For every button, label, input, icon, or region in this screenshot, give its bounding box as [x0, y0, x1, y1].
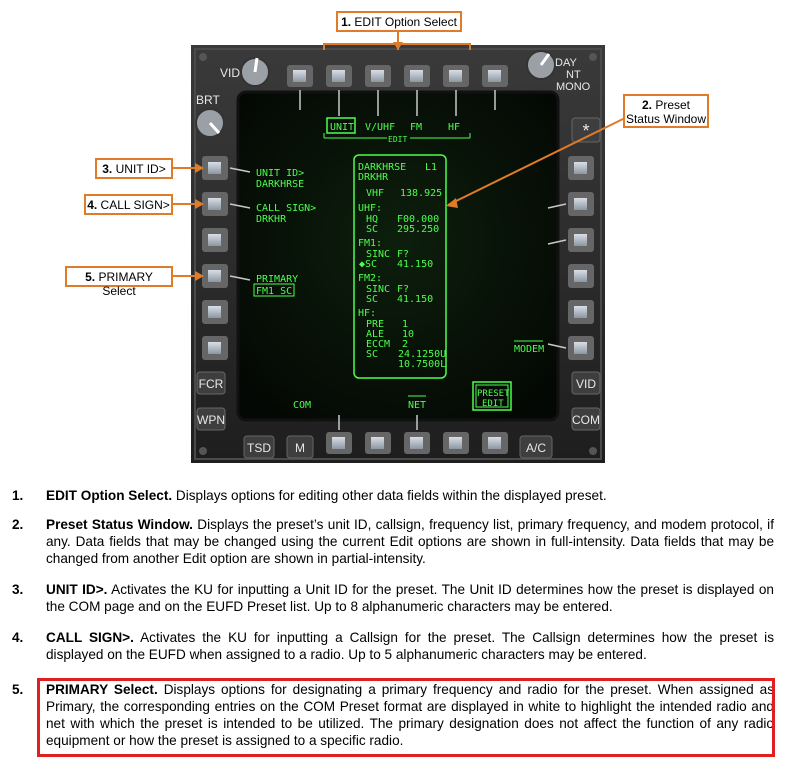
legend-2-title: Preset Status Window. [46, 517, 193, 532]
legend-2-body: Displays the preset’s unit ID, callsign, frequency list, primary frequency, and modem protocol, if any. Data fields that may be changed using the current Edit options are shown in full-intensity. Data fields that may be changed from another Edit option are shown in partial-intensity. [46, 517, 774, 566]
legend-1-body: Displays options for editing other data fields within the displayed preset. [172, 488, 607, 503]
callout-2 [623, 94, 709, 128]
callout-2-line1: Preset [655, 98, 691, 112]
menu-label: M [295, 441, 305, 455]
legend-1-number: 1. [12, 488, 24, 503]
legend-item-1 [12, 487, 774, 504]
unit-id-label[interactable]: UNIT ID> [256, 168, 305, 179]
net-softkey[interactable]: NET [408, 400, 427, 411]
legend-5-title: PRIMARY Select. [46, 682, 158, 697]
call-sign-value: DRKHR [256, 214, 287, 225]
day-label: DAY [555, 57, 577, 69]
legend-3-body: Activates the KU for inputting a Unit ID for the preset. The Unit ID determines how the preset is displayed on the COM page and on the EUFD Preset list. Up to 8 alphanumeric characters may be entered. [46, 582, 774, 614]
vid-button-label: VID [575, 377, 597, 391]
fcr-label: FCR [198, 377, 224, 391]
fm2-sinc-value: F? [397, 284, 410, 295]
tsd-label: TSD [247, 441, 271, 455]
callout-1-number: 1. [341, 15, 352, 29]
legend-5-number: 5. [12, 682, 24, 697]
legend-4-number: 4. [12, 630, 24, 645]
fm1-label: FM1: [358, 238, 383, 249]
asterisk-label: * [582, 121, 590, 141]
status-slot: L1 [425, 162, 438, 173]
callout-1-text: EDIT Option Select [354, 15, 457, 29]
callout-1 [336, 11, 462, 32]
hf-sc-value-1: 24.1250U [398, 349, 447, 360]
fm2-sinc-label: SINC [366, 284, 391, 295]
callout-4 [84, 194, 173, 215]
hf-ale-label: ALE [366, 329, 385, 340]
status-callsign: DRKHR [358, 172, 389, 183]
legend-2-number: 2. [12, 517, 24, 532]
vid-knob-label: VID [220, 66, 241, 80]
legend-4-title: CALL SIGN>. [46, 630, 134, 645]
legend-4-body: Activates the KU for inputting a Callsign for the preset. The Callsign determines how the preset is displayed on the EUFD when assigned to a radio. Up to 5 alphanumeric characters may be entered. [46, 630, 774, 662]
brt-knob-label: BRT [196, 93, 220, 107]
hf-sc-label: SC [366, 349, 379, 360]
callout-3-number: 3. [102, 162, 113, 176]
com-softkey[interactable]: COM [293, 400, 312, 411]
vhf-value: 138.925 [400, 188, 443, 199]
uhf-hq-label: HQ [366, 214, 379, 225]
callout-3-text: UNIT ID> [115, 162, 166, 176]
ac-label: A/C [525, 441, 547, 455]
fm2-sc-label: SC [366, 294, 379, 305]
callout-5-number: 5. [85, 270, 96, 284]
primary-label[interactable]: PRIMARY [256, 274, 299, 285]
fm1-sc-value: 41.150 [397, 259, 434, 270]
unit-id-value: DARKHRSE [256, 179, 305, 190]
com-button-label: COM [572, 413, 600, 427]
callout-4-text: CALL SIGN> [100, 198, 170, 212]
call-sign-label[interactable]: CALL SIGN> [256, 203, 317, 214]
edit-label: EDIT [388, 135, 408, 144]
legend-1-title: EDIT Option Select. [46, 488, 173, 503]
tab-unit[interactable]: UNIT [330, 122, 355, 133]
legend-item-3 [12, 581, 774, 615]
legend-3-number: 3. [12, 582, 24, 597]
tab-fm[interactable]: FM [410, 122, 423, 133]
uhf-sc-label: SC [366, 224, 379, 235]
callout-5-text: PRIMARY Select [98, 270, 153, 298]
legend-5-body: Displays options for designating a primary frequency and radio for the preset. When assigned as Primary, the corresponding entries on the COM Preset format are displayed in white to highlight the intended radio and net with which the preset is intended to be utilized. The primary designation does not affect the function of any radio equipment or how the preset is assigned to a specific radio. [46, 682, 774, 748]
callout-2-number: 2. [641, 98, 652, 112]
modem-softkey[interactable]: MODEM [514, 344, 545, 355]
mono-label: MONO [556, 81, 591, 93]
callout-4-number: 4. [87, 198, 98, 212]
hf-eccm-label: ECCM [366, 339, 391, 350]
hf-label: HF: [358, 308, 377, 319]
fm2-label: FM2: [358, 273, 383, 284]
fm1-sinc-label: SINC [366, 249, 391, 260]
tab-hf[interactable]: HF [448, 122, 461, 133]
preset-softkey-line2: EDIT [482, 399, 504, 409]
status-name: DARKHRSE [358, 162, 407, 173]
vhf-label: VHF [366, 188, 385, 199]
uhf-sc-value: 295.250 [397, 224, 440, 235]
fm1-sinc-value: F? [397, 249, 410, 260]
hf-pre-label: PRE [366, 319, 385, 330]
hf-pre-value: 1 [402, 319, 409, 330]
uhf-hq-value: F00.000 [397, 214, 440, 225]
fm2-sc-value: 41.150 [397, 294, 434, 305]
hf-ale-value: 10 [402, 329, 415, 340]
uhf-label: UHF: [358, 203, 383, 214]
legend-item-4 [12, 629, 774, 663]
primary-value: FM1 SC [256, 286, 293, 297]
callout-5 [65, 266, 173, 298]
hf-eccm-value: 2 [402, 339, 409, 350]
hf-sc-value-2: 10.7500L [398, 359, 447, 370]
preset-softkey-line1[interactable]: PRESET [477, 389, 510, 399]
callout-2-line2: Status Window [625, 112, 707, 126]
fm1-sc-label: ◆SC [359, 259, 378, 270]
tab-vuhf[interactable]: V/UHF [365, 122, 396, 133]
callout-3 [95, 158, 173, 179]
nt-label: NT [566, 69, 581, 81]
legend-5-highlight-box [37, 678, 775, 757]
wpn-label: WPN [197, 413, 225, 427]
legend-3-title: UNIT ID>. [46, 582, 108, 597]
legend-item-2 [12, 516, 774, 567]
